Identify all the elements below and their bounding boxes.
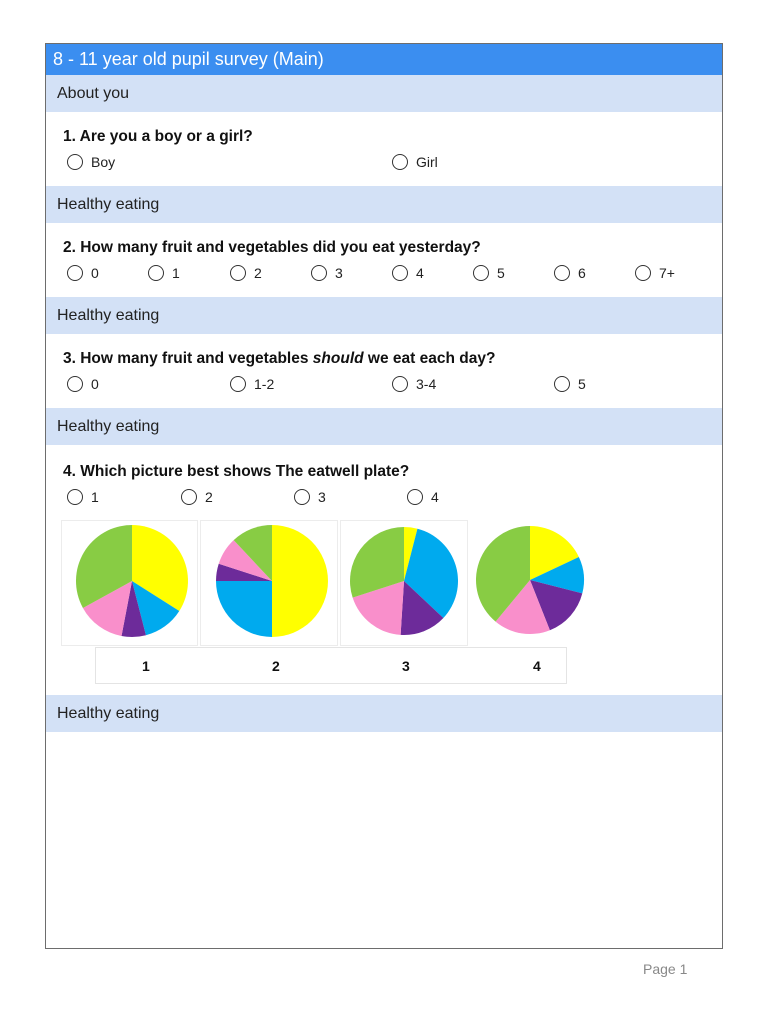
- q4-option-2[interactable]: [181, 487, 213, 507]
- picture-number-2: 2: [272, 658, 280, 674]
- picture-number-row: [95, 647, 567, 684]
- option-label: 5: [578, 376, 586, 392]
- pie-chart-2: [201, 521, 339, 647]
- q2-option-0[interactable]: [67, 263, 99, 283]
- q2-option-7-plus[interactable]: [635, 263, 675, 283]
- radio-button[interactable]: [230, 376, 246, 392]
- page-number: Page 1: [643, 961, 688, 977]
- section-header-healthy-eating: Healthy eating: [46, 408, 722, 445]
- option-label: 2: [205, 489, 213, 505]
- question-2: 2. How many fruit and vegetables did you eat yesterday?: [63, 239, 481, 256]
- radio-button[interactable]: [230, 265, 246, 281]
- q3-option-1-2[interactable]: [230, 374, 274, 394]
- option-label: 3: [318, 489, 326, 505]
- picture-number-1: 1: [142, 658, 150, 674]
- section-header-healthy-eating: Healthy eating: [46, 297, 722, 334]
- picture-number-3: 3: [402, 658, 410, 674]
- question-3-text-end: we eat each day?: [363, 350, 496, 367]
- option-label: Boy: [91, 154, 116, 170]
- option-label: 2: [254, 265, 262, 281]
- radio-button[interactable]: [554, 265, 570, 281]
- radio-button[interactable]: [407, 489, 423, 505]
- q2-option-6[interactable]: [554, 263, 586, 283]
- radio-button[interactable]: [311, 265, 327, 281]
- option-label: 3: [335, 265, 343, 281]
- q4-option-3[interactable]: [294, 487, 326, 507]
- q1-option-boy[interactable]: [67, 152, 115, 172]
- radio-button[interactable]: [148, 265, 164, 281]
- q2-option-4[interactable]: [392, 263, 424, 283]
- q3-option-3-4[interactable]: [392, 374, 436, 394]
- pie-picture-3: [340, 520, 468, 646]
- pie-chart-3: [341, 521, 469, 647]
- question-4: 4. Which picture best shows The eatwell plate?: [63, 463, 410, 480]
- picture-number-4: 4: [533, 658, 541, 674]
- q1-option-girl[interactable]: [392, 152, 438, 172]
- radio-button[interactable]: [67, 265, 83, 281]
- q3-option-5[interactable]: [554, 374, 586, 394]
- option-label: 5: [497, 265, 505, 281]
- radio-button[interactable]: [67, 376, 83, 392]
- option-label: 0: [91, 265, 99, 281]
- option-label: 7+: [659, 265, 675, 281]
- question-3-text: 3. How many fruit and vegetables: [63, 350, 313, 367]
- question-3: [63, 350, 495, 368]
- q4-option-1[interactable]: [67, 487, 99, 507]
- option-label: 1: [91, 489, 99, 505]
- radio-button[interactable]: [392, 265, 408, 281]
- pie-picture-2: [200, 520, 338, 646]
- radio-button[interactable]: [635, 265, 651, 281]
- option-label: 3-4: [416, 376, 437, 392]
- q2-option-2[interactable]: [230, 263, 262, 283]
- option-label: 4: [416, 265, 424, 281]
- q2-option-1[interactable]: [148, 263, 180, 283]
- radio-button[interactable]: [294, 489, 310, 505]
- radio-button[interactable]: [392, 154, 408, 170]
- pie-slice-blue: [216, 581, 272, 637]
- pie-chart-4: [471, 521, 596, 647]
- option-label: 0: [91, 376, 99, 392]
- option-label: 4: [431, 489, 439, 505]
- radio-button[interactable]: [67, 154, 83, 170]
- q3-option-0[interactable]: [67, 374, 99, 394]
- section-header-healthy-eating: Healthy eating: [46, 186, 722, 223]
- survey-form: [45, 43, 723, 949]
- radio-button[interactable]: [392, 376, 408, 392]
- option-label: 6: [578, 265, 586, 281]
- survey-title: 8 - 11 year old pupil survey (Main): [46, 44, 722, 75]
- option-label: Girl: [416, 154, 438, 170]
- option-label: 1-2: [254, 376, 275, 392]
- section-header-about: About you: [46, 75, 722, 112]
- section-header-healthy-eating: Healthy eating: [46, 695, 722, 732]
- pie-picture-4: [470, 520, 595, 646]
- q2-option-5[interactable]: [473, 263, 505, 283]
- question-3-emphasis: should: [312, 350, 364, 367]
- radio-button[interactable]: [554, 376, 570, 392]
- radio-button[interactable]: [473, 265, 489, 281]
- pie-slice-yellow: [272, 525, 328, 637]
- radio-button[interactable]: [67, 489, 83, 505]
- pie-picture-1: [61, 520, 198, 646]
- q2-option-3[interactable]: [311, 263, 343, 283]
- pie-chart-1: [62, 521, 199, 647]
- radio-button[interactable]: [181, 489, 197, 505]
- question-1: 1. Are you a boy or a girl?: [63, 128, 253, 145]
- q4-option-4[interactable]: [407, 487, 439, 507]
- option-label: 1: [172, 265, 180, 281]
